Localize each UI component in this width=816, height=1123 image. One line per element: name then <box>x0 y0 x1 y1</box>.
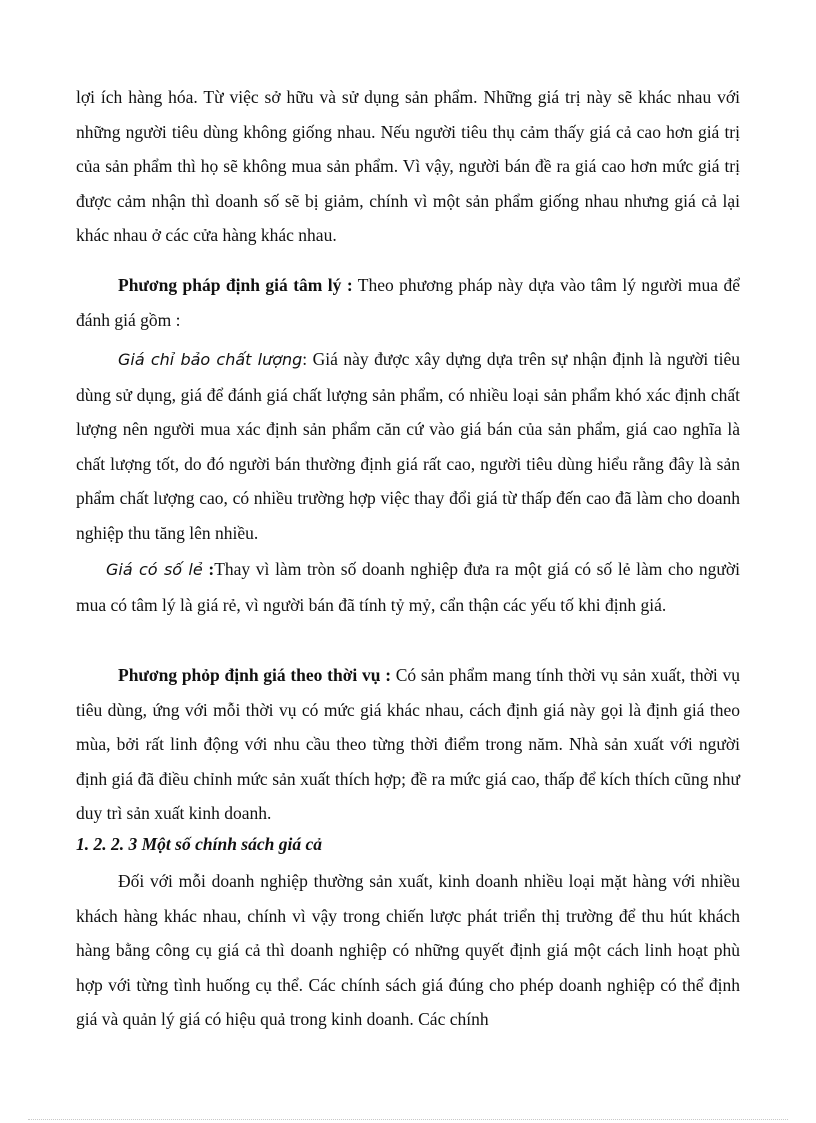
odd-price-colon: : <box>202 559 215 579</box>
quality-price-term: Giá chỉ bảo chất lượng <box>118 350 303 369</box>
quality-price-text: : Giá này được xây dựng dựa trên sự nhận định là người tiêu dùng sử dụng, giá để đánh giá chất lượng sản phẩm, có nhiều loại sản phẩm khó xác định chất lượng nên người mua xác định sản phẩm căn cứ vào giá bán của sản phẩm, giá cao nghĩa là chất lượng tốt, do đó người bán thường định giá rất cao, người tiêu dùng hiểu rằng đây là sản phẩm chất lượng cao, có nhiều trường hợp việc thay đổi giá từ thấp đến cao đã làm cho doanh nghiệp thu tăng lên nhiều. <box>76 349 740 543</box>
paragraph-seasonal-pricing <box>76 658 740 831</box>
psychological-pricing-text: Theo phương pháp này dựa vào tâm lý người mua để đánh giá gồm : <box>76 275 740 330</box>
paragraph-psychological-pricing <box>76 268 740 337</box>
psychological-pricing-title: Phương pháp định giá tâm lý : <box>118 275 353 295</box>
paragraph-odd-price <box>76 552 740 622</box>
paragraph-value-perception: lợi ích hàng hóa. Từ việc sở hữu và sử dụng sản phẩm. Những giá trị này sẽ khác nhau với những người tiêu dùng không giống nhau. Nếu người tiêu thụ cảm thấy giá cả cao hơn giá trị của sản phẩm thì họ sẽ không mua sản phẩm. Vì vậy, người bán đề ra giá cao hơn mức giá trị được cảm nhận thì doanh số sẽ bị giảm, chính vì một sản phẩm giống nhau nhưng giá cả lại khác nhau ở các cửa hàng khác nhau. <box>76 87 740 245</box>
paragraph-quality-price <box>76 342 740 550</box>
seasonal-pricing-title: Phương phỏp định giá theo thời vụ : <box>118 665 392 685</box>
seasonal-pricing-text: Có sản phẩm mang tính thời vụ sản xuất, thời vụ tiêu dùng, ứng với mỗi thời vụ có mức giá khác nhau, cách định giá này gọi là định giá theo mùa, bởi rất linh động với nhu cầu theo từng thời điểm trong năm. Nhà sản xuất với người định giá đã điều chỉnh mức sản xuất thích hợp; đề ra mức giá cao, thấp để kích thích cũng như duy trì sản xuất kinh doanh. <box>76 665 740 823</box>
page-bottom-divider <box>28 1119 788 1120</box>
odd-price-text: Thay vì làm tròn số doanh nghiệp đưa ra một giá có số lẻ làm cho người mua có tâm lý là giá rẻ, vì người bán đã tính tỷ mỷ, cẩn thận các yếu tố khi định giá. <box>76 559 741 615</box>
odd-price-term: Giá có số lẻ <box>106 560 203 579</box>
paragraph-price-policies: Đối với mỗi doanh nghiệp thường sản xuất, kinh doanh nhiều loại mặt hàng với nhiều khách hàng khác nhau, chính vì vậy trong chiến lược phát triển thị trường để thu hút khách hàng bằng công cụ giá cả thì doanh nghiệp có những quyết định giá một cách linh hoạt phù hợp với từng tình huống cụ thể. Các chính sách giá đúng cho phép doanh nghiệp có thể định giá và quản lý giá có hiệu quả trong kinh doanh. Các chính <box>76 871 740 1029</box>
section-heading: 1. 2. 2. 3 Một số chính sách giá cả <box>76 834 322 854</box>
